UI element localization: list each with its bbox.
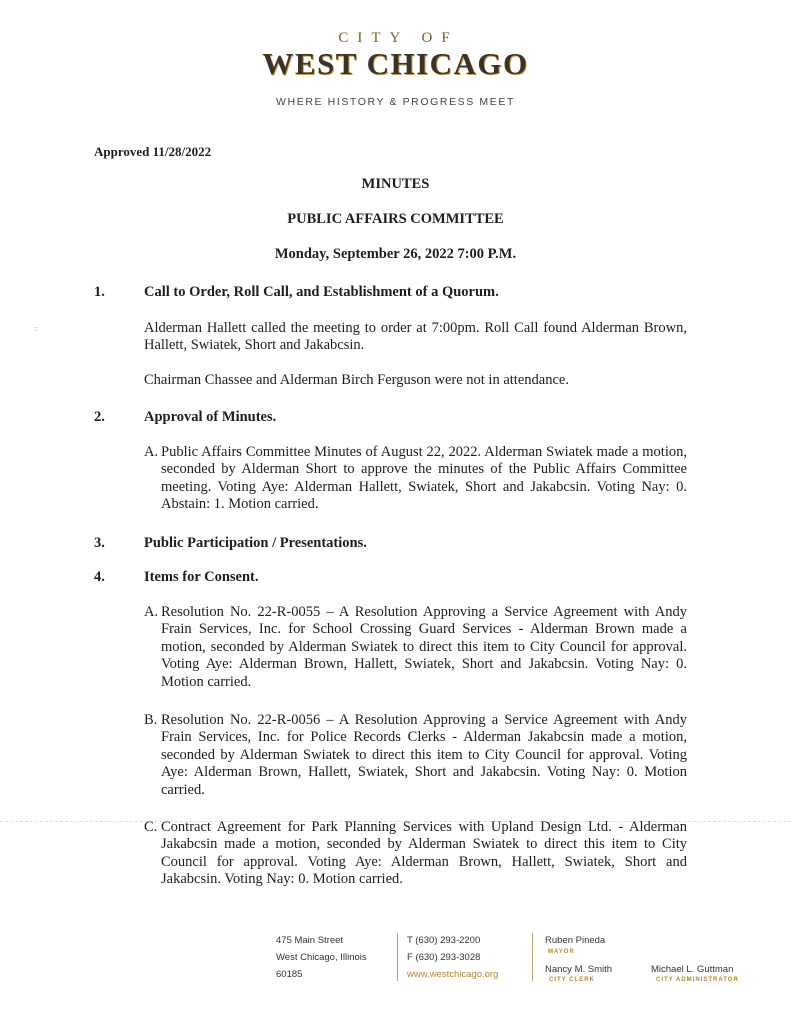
margin-mark-icon: :: [34, 324, 39, 333]
footer-divider [532, 933, 533, 981]
item-letter: B. [144, 712, 158, 728]
clerk-role: CITY CLERK [549, 977, 595, 983]
list-item [144, 444, 687, 514]
approved-date: Approved 11/28/2022 [94, 144, 212, 159]
paragraph: Alderman Hallett called the meeting to order at 7:00pm. Roll Call found Alderman Brown, Hallett, Swiatek, Short and Jakabcsin. [144, 320, 687, 354]
item-text: Resolution No. 22-R-0055 – A Resolution Approving a Service Agreement with Andy Frain Services, Inc. for School Crossing Guard Services - Alderman Brown made a motion, seconded by Alderman Swiatek to direct this item to City Council for approval. Voting Aye: Alderman Brown, Hallett, Swiatek, Short and Jakabcsin. Voting Nay: 0. Motion carried. [161, 604, 687, 690]
website-link[interactable]: www.westchicago.org [407, 969, 499, 980]
letterhead-city-name: WEST CHICAGO [262, 46, 529, 81]
section-number: 4. [94, 569, 105, 585]
list-item [144, 604, 687, 691]
section-title: Items for Consent. [144, 569, 259, 585]
footer-contact [407, 932, 498, 983]
item-letter: A. [144, 444, 159, 460]
mayor-role: MAYOR [548, 949, 575, 955]
item-text: Resolution No. 22-R-0056 – A Resolution Approving a Service Agreement with Andy Frain Services, Inc. for Police Records Clerks - Alderman Jakabcsin made a motion, seconded by Alderman Swiatek to direct this item to City Council for approval. Voting Aye: Alderman Brown, Hallett, Swiatek, Short and Jakabcsin. Voting Nay: 0. Motion carried. [161, 712, 687, 798]
section-title: Call to Order, Roll Call, and Establishment of a Quorum. [144, 284, 499, 300]
section-number: 3. [94, 535, 105, 551]
item-letter: A. [144, 604, 159, 620]
footer-divider [397, 933, 398, 981]
list-item [144, 819, 687, 889]
meeting-date: Monday, September 26, 2022 7:00 P.M. [274, 246, 517, 262]
doc-title: MINUTES [361, 176, 430, 192]
item-text: Contract Agreement for Park Planning Services with Upland Design Ltd. - Alderman Jakabcsin made a motion, seconded by Alderman Swiatek to direct this item to City Council for approval. Voting Aye: Alderman Brown, Hallett, Swiatek, Short and Jakabcsin. Voting Nay: 0. Motion carried. [161, 819, 687, 888]
address-line: 475 Main Street [276, 935, 344, 946]
section-title: Approval of Minutes. [144, 409, 277, 425]
clerk-name: Nancy M. Smith [545, 964, 613, 975]
section-title: Public Participation / Presentations. [144, 535, 367, 551]
list-item [144, 712, 687, 799]
footer-address [276, 932, 367, 983]
item-text: Public Affairs Committee Minutes of August 22, 2022. Alderman Swiatek made a motion, seconded by Alderman Short to approve the minutes of the Public Affairs Committee meeting. Voting Aye: Alderman Hallett, Swiatek, Short and Jakabcsin. Voting Nay: 0. Abstain: 1. Motion carried. [161, 444, 687, 513]
committee-name: PUBLIC AFFAIRS COMMITTEE [287, 211, 504, 227]
letterhead-tagline: WHERE HISTORY & PROGRESS MEET [276, 96, 515, 108]
fax-number: F (630) 293-3028 [407, 952, 481, 963]
section-number: 1. [94, 284, 105, 300]
administrator-name: Michael L. Guttman [651, 964, 734, 975]
mayor-name: Ruben Pineda [545, 935, 606, 946]
paragraph: Chairman Chassee and Alderman Birch Ferguson were not in attendance. [144, 372, 569, 388]
section-number: 2. [94, 409, 105, 425]
letterhead-city: CITY OF [338, 30, 459, 46]
administrator-role: CITY ADMINISTRATOR [656, 977, 739, 983]
address-line: 60185 [276, 969, 303, 980]
address-line: West Chicago, Illinois [276, 952, 367, 963]
item-letter: C. [144, 819, 158, 835]
phone-number: T (630) 293-2200 [407, 935, 481, 946]
